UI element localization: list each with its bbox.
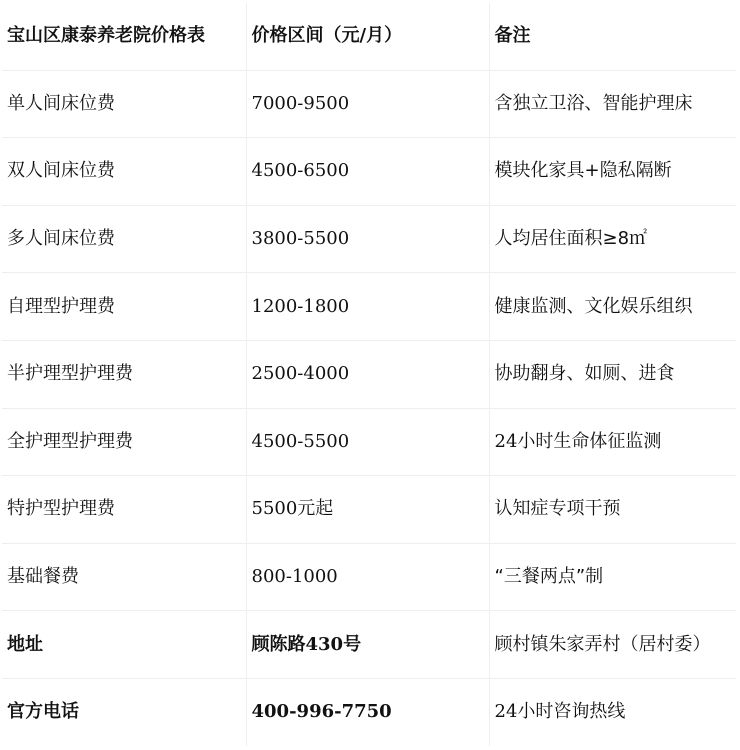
- table-header-row: [2, 3, 736, 70]
- note-cell: “三餐两点”制: [489, 543, 736, 611]
- item-cell: 全护理型护理费: [2, 408, 246, 476]
- note-cell: 模块化家具+隐私隔断: [489, 138, 736, 206]
- table-row: [2, 273, 736, 341]
- note-cell: 含独立卫浴、智能护理床: [489, 70, 736, 138]
- table-row: [2, 340, 736, 408]
- table-row: [2, 205, 736, 273]
- phone-note-cell: 24小时咨询热线: [494, 701, 626, 723]
- table-row: [2, 138, 736, 206]
- item-cell: 基础餐费: [2, 543, 246, 611]
- note-cell: 人均居住面积≥8㎡: [489, 205, 736, 273]
- address-label-cell: 地址: [2, 611, 246, 679]
- table-row: [2, 70, 736, 138]
- header-title-cell: 宝山区康泰养老院价格表: [2, 3, 246, 70]
- note-cell: 协助翻身、如厕、进食: [489, 340, 736, 408]
- item-cell: 自理型护理费: [2, 273, 246, 341]
- price-cell: 1200-1800: [246, 273, 489, 341]
- phone-label-cell: 官方电话: [2, 678, 246, 745]
- item-cell: 双人间床位费: [2, 138, 246, 206]
- table-row: [2, 408, 736, 476]
- price-cell: 4500-6500: [246, 138, 489, 206]
- price-cell: 5500元起: [246, 476, 489, 544]
- header-price-cell: 价格区间（元/月）: [246, 3, 489, 70]
- table-row: [2, 543, 736, 611]
- address-value-cell: 顾陈路430号: [246, 611, 489, 679]
- address-note-cell: 顾村镇朱家弄村（居村委）: [489, 611, 736, 679]
- table-row: [2, 678, 736, 745]
- note-cell: 24小时生命体征监测: [489, 408, 736, 476]
- price-cell: 4500-5500: [246, 408, 489, 476]
- price-cell: 3800-5500: [246, 205, 489, 273]
- price-cell: 2500-4000: [246, 340, 489, 408]
- table-row: [2, 611, 736, 679]
- item-cell: 半护理型护理费: [2, 340, 246, 408]
- item-cell: 多人间床位费: [2, 205, 246, 273]
- note-cell: 认知症专项干预: [489, 476, 736, 544]
- item-cell: 单人间床位费: [2, 70, 246, 138]
- table-row: [2, 476, 736, 544]
- phone-value-cell: 400-996-7750: [246, 678, 489, 745]
- price-table: [2, 3, 736, 746]
- header-note-cell: 备注: [489, 3, 736, 70]
- price-cell: 800-1000: [246, 543, 489, 611]
- price-cell: 7000-9500: [246, 70, 489, 138]
- item-cell: 特护型护理费: [2, 476, 246, 544]
- note-cell: 健康监测、文化娱乐组织: [489, 273, 736, 341]
